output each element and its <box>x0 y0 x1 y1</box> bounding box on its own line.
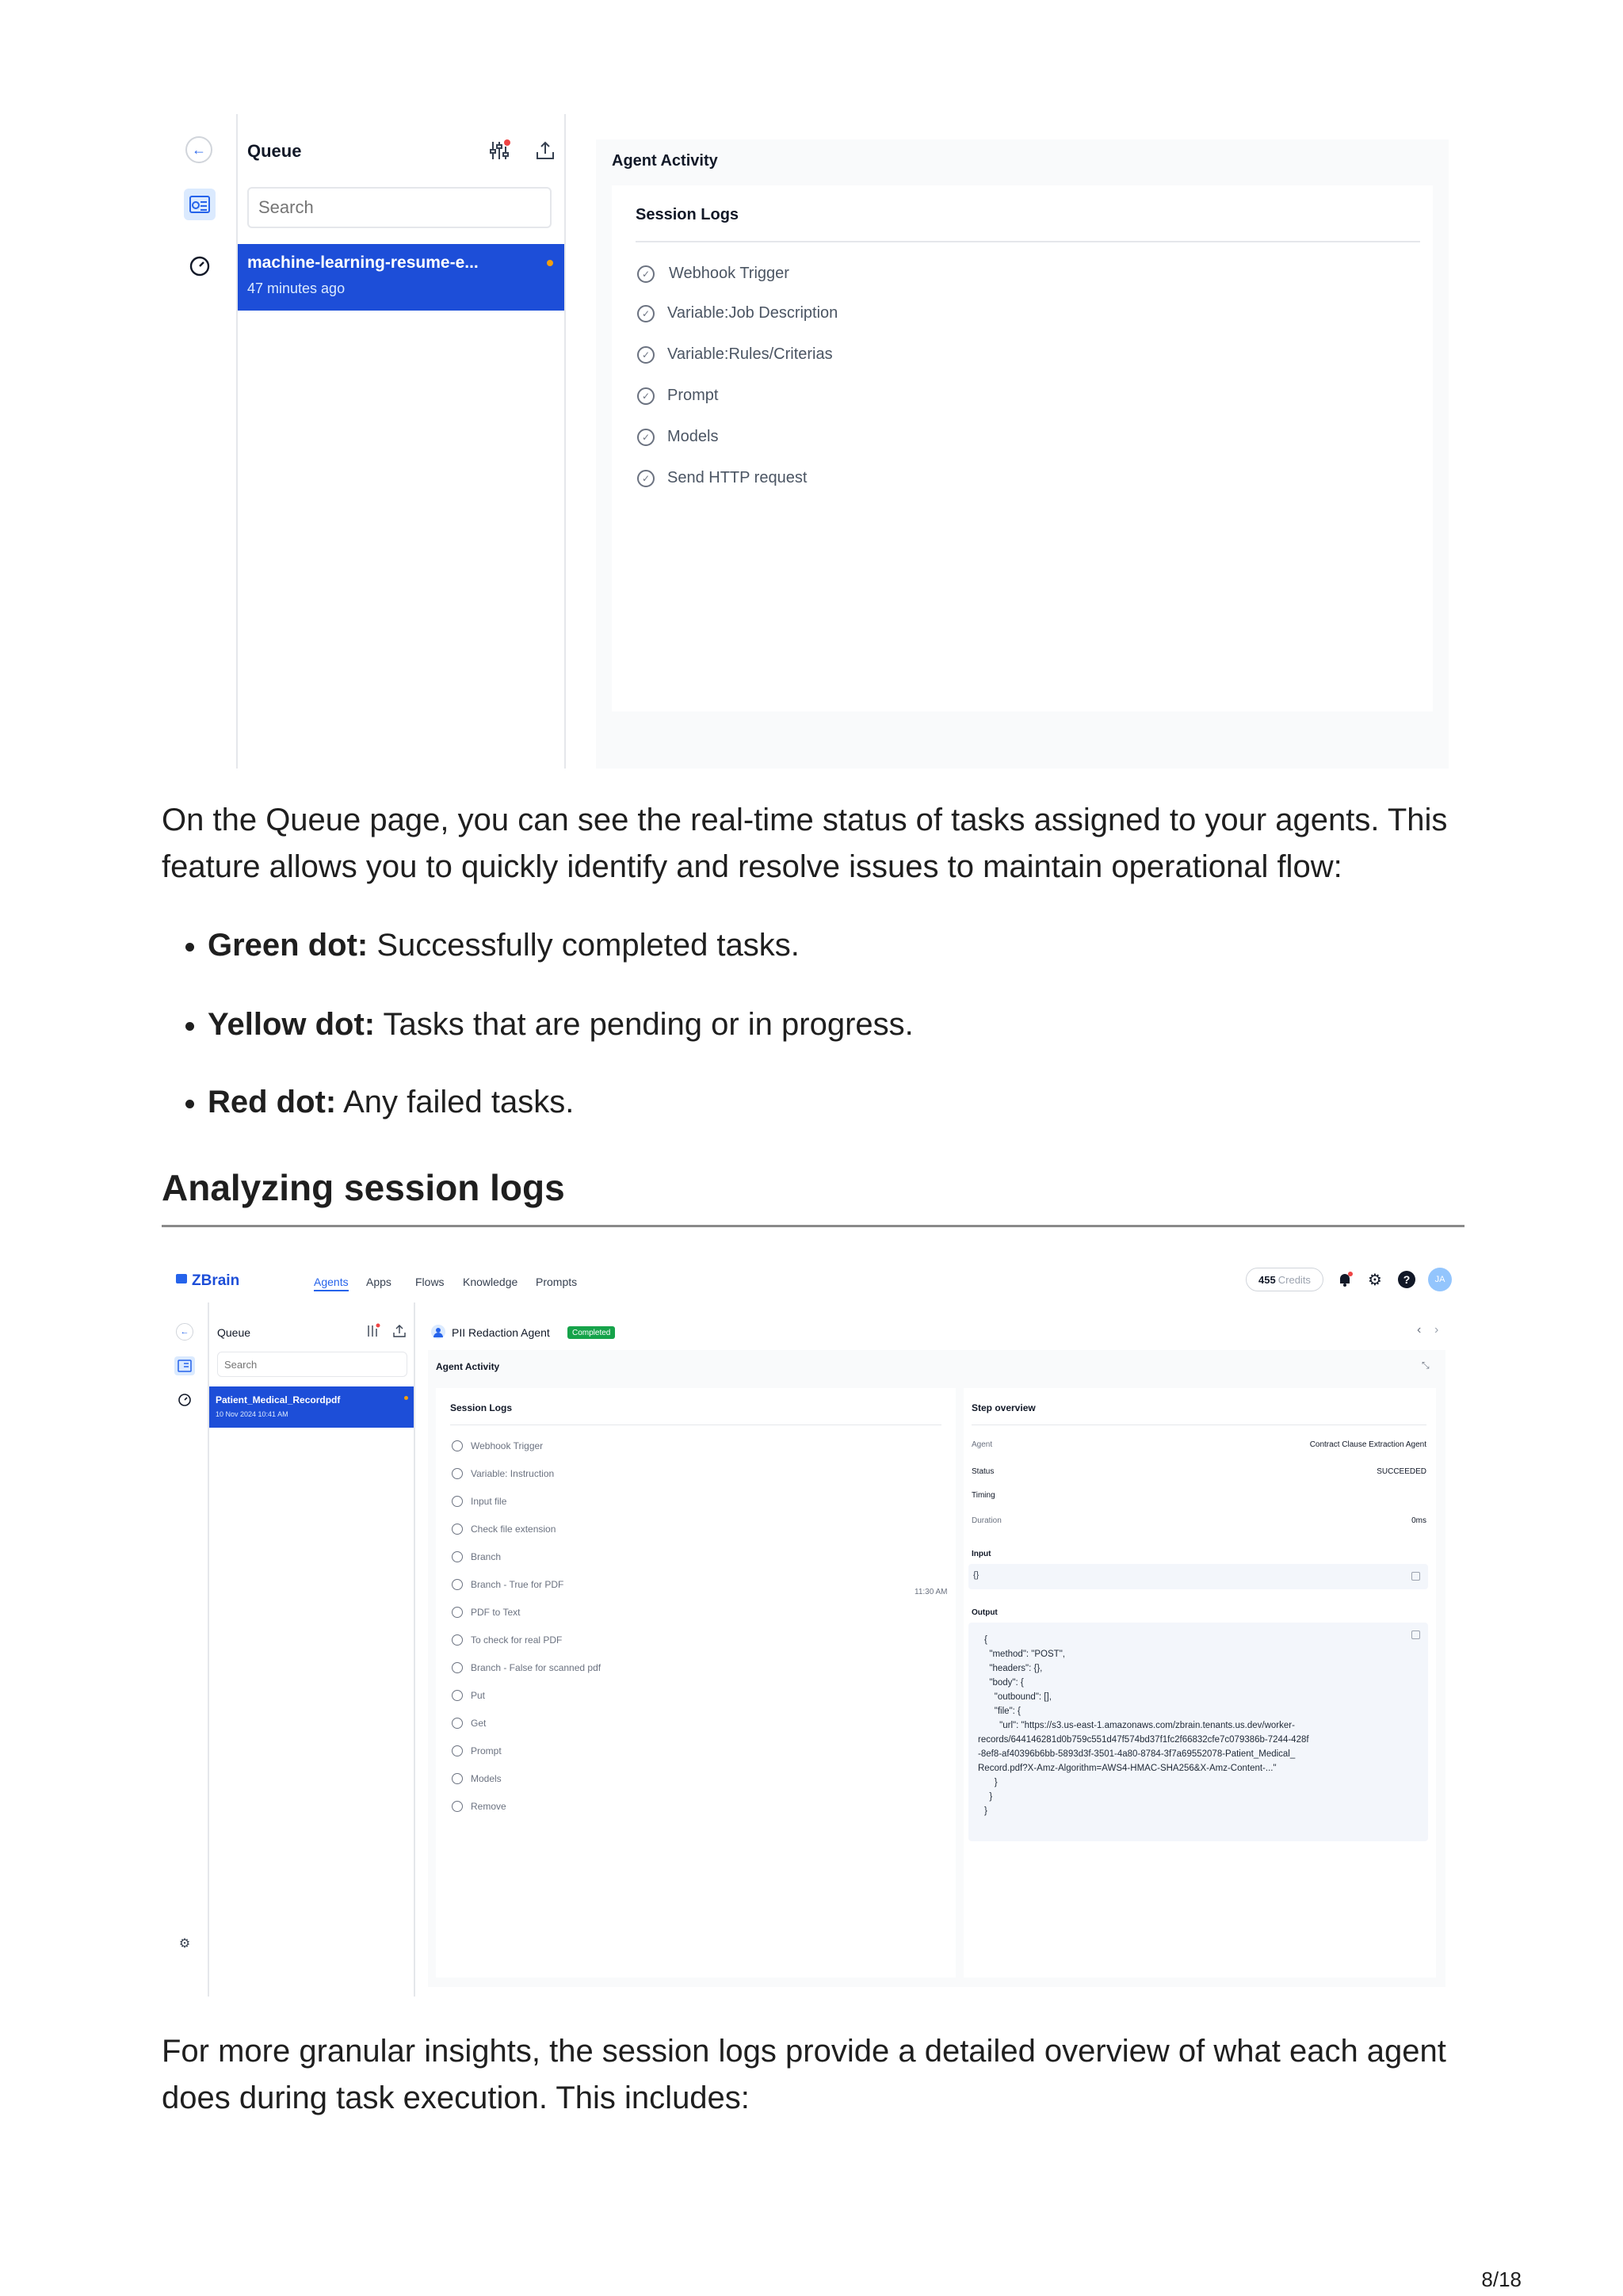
duration-value: 0ms <box>1411 1516 1426 1525</box>
check-circle-icon: ✓ <box>637 470 655 487</box>
collapse-icon[interactable]: ⤡ <box>1422 1360 1430 1371</box>
log-item[interactable]: Webhook Trigger <box>471 1440 544 1451</box>
nav-flows[interactable]: Flows <box>415 1276 445 1288</box>
queue-item-name: machine-learning-resume-e... <box>247 254 479 272</box>
settings-gear-icon[interactable]: ⚙ <box>178 1937 191 1951</box>
queue-title: Queue <box>217 1326 251 1339</box>
check-circle-icon: ✓ <box>637 265 655 283</box>
search-input[interactable] <box>247 187 552 228</box>
status-label: Status <box>972 1467 995 1476</box>
log-item[interactable]: ✓ Webhook Trigger <box>637 265 789 283</box>
queue-item-time: 47 minutes ago <box>247 280 346 296</box>
log-item[interactable]: Get <box>471 1718 487 1729</box>
copy-icon[interactable] <box>1411 1630 1420 1639</box>
nav-agents[interactable]: Agents <box>314 1276 349 1288</box>
credits-badge[interactable]: 455 Credits <box>1246 1268 1323 1291</box>
filter-sliders-icon[interactable] <box>487 138 512 163</box>
log-item[interactable]: Branch - False for scanned pdf <box>471 1662 601 1673</box>
check-circle-icon <box>452 1468 463 1479</box>
session-logs-title: Session Logs <box>450 1402 513 1413</box>
user-avatar[interactable]: JA <box>1428 1268 1452 1291</box>
check-circle-icon: ✓ <box>637 387 655 405</box>
queue-divider <box>414 1302 415 1997</box>
export-upload-icon[interactable] <box>533 138 558 163</box>
agent-value: Contract Clause Extraction Agent <box>1309 1440 1426 1449</box>
log-item[interactable]: ✓ Prompt <box>637 387 718 405</box>
notification-bell-icon[interactable] <box>1336 1271 1354 1288</box>
agent-avatar-icon <box>431 1325 445 1339</box>
check-circle-icon <box>452 1634 463 1646</box>
gauge-icon[interactable] <box>178 1393 192 1407</box>
log-item[interactable]: PDF to Text <box>471 1607 521 1618</box>
input-code-box <box>968 1564 1428 1589</box>
code-line: "url": "https://s3.us-east-1.amazonaws.com/zbrain.tenants.us.dev/worker- <box>984 1721 1295 1730</box>
log-item[interactable]: ✓ Models <box>637 428 718 446</box>
check-circle-icon <box>452 1496 463 1507</box>
heading-divider <box>162 1225 1465 1227</box>
log-item[interactable]: Branch <box>471 1551 502 1562</box>
code-line: "headers": {}, <box>984 1664 1043 1673</box>
queue-item-selected[interactable] <box>209 1386 414 1428</box>
queue-screenshot <box>171 114 1449 769</box>
code-line: Record.pdf?X-Amz-Algorithm=AWS4-HMAC-SHA256&X-Amz-Content-..." <box>978 1764 1277 1773</box>
queue-list-icon[interactable] <box>184 189 216 220</box>
check-circle-icon <box>452 1607 463 1618</box>
code-line: "outbound": [], <box>984 1692 1052 1702</box>
code-line: records/644146281d0b759c551d47f574bd37f1fc2f66832cfe7c079386b-7244-428f <box>978 1735 1309 1745</box>
log-item[interactable]: Remove <box>471 1801 506 1812</box>
status-badge: Completed <box>567 1326 615 1339</box>
bullet-yellow-dot: Yellow dot: Tasks that are pending or in progress. <box>208 1005 914 1044</box>
agent-label: Agent <box>972 1440 993 1449</box>
input-value: {} <box>973 1570 980 1580</box>
nav-active-indicator <box>314 1290 349 1291</box>
brand-name: ZBrain <box>192 1272 240 1289</box>
session-logs-title: Session Logs <box>636 206 739 223</box>
timing-label: Timing <box>972 1491 995 1500</box>
zbrain-logo-icon <box>176 1274 187 1283</box>
check-circle-icon <box>452 1773 463 1784</box>
output-code-box <box>968 1623 1428 1841</box>
back-arrow-icon[interactable]: ← <box>185 136 212 163</box>
step-overview-title: Step overview <box>972 1402 1036 1413</box>
status-dot-pending <box>547 260 553 266</box>
log-timestamp: 11:30 AM <box>915 1588 948 1596</box>
paragraph-queue-status: On the Queue page, you can see the real-time status of tasks assigned to your agents. This feature allows you to quickly identify and resolve issues to maintain operational flow: <box>162 803 1448 884</box>
log-item[interactable]: Variable: Instruction <box>471 1468 555 1479</box>
check-circle-icon: ✓ <box>637 429 655 446</box>
code-line: -8ef8-af40396b6bb-5893d3f-3501-4a80-8784-3f7a69552078-Patient_Medical_ <box>978 1749 1296 1759</box>
check-circle-icon <box>452 1718 463 1729</box>
code-line: { <box>984 1635 987 1645</box>
code-line: "body": { <box>984 1678 1024 1688</box>
status-dot-pending <box>404 1396 408 1400</box>
back-arrow-icon[interactable]: ← <box>176 1323 193 1341</box>
log-item[interactable]: Put <box>471 1690 486 1701</box>
copy-icon[interactable] <box>1411 1572 1420 1581</box>
log-item[interactable]: Branch - True for PDF <box>471 1579 564 1590</box>
log-item[interactable]: Prompt <box>471 1745 502 1756</box>
log-item[interactable]: Input file <box>471 1496 507 1507</box>
session-logs-card <box>612 185 1433 711</box>
queue-title: Queue <box>247 141 302 161</box>
check-circle-icon <box>452 1551 463 1562</box>
check-circle-icon: ✓ <box>637 346 655 364</box>
gauge-icon[interactable] <box>187 254 212 279</box>
queue-divider <box>564 114 566 769</box>
code-line: } <box>984 1778 998 1787</box>
session-logs-screenshot <box>162 1252 1461 1997</box>
bullet-green-dot: Green dot: Successfully completed tasks. <box>208 925 800 965</box>
agent-activity-panel <box>596 139 1449 769</box>
log-item[interactable]: To check for real PDF <box>471 1634 563 1646</box>
agent-name: PII Redaction Agent <box>452 1326 550 1339</box>
output-label: Output <box>972 1608 998 1617</box>
nav-knowledge[interactable]: Knowledge <box>463 1276 518 1288</box>
rail-divider <box>236 114 238 769</box>
check-circle-icon <box>452 1690 463 1701</box>
check-circle-icon <box>452 1801 463 1812</box>
check-circle-icon <box>452 1440 463 1451</box>
code-line: "method": "POST", <box>984 1650 1065 1659</box>
queue-list-icon[interactable] <box>174 1356 195 1375</box>
input-label: Input <box>972 1550 991 1558</box>
next-arrow-icon[interactable]: › <box>1434 1323 1439 1337</box>
code-line: } <box>984 1792 993 1802</box>
queue-item-selected[interactable] <box>238 244 564 311</box>
check-circle-icon <box>452 1579 463 1590</box>
session-logs-card <box>436 1388 956 1978</box>
step-overview-card <box>964 1388 1436 1978</box>
nav-prompts[interactable]: Prompts <box>536 1276 578 1288</box>
log-item[interactable]: ✓ Variable:Rules/Criterias <box>637 345 833 364</box>
duration-label: Duration <box>972 1516 1002 1525</box>
prev-arrow-icon[interactable]: ‹ <box>1417 1323 1422 1337</box>
agent-activity-title: Agent Activity <box>436 1361 500 1372</box>
help-icon[interactable]: ? <box>1398 1271 1415 1288</box>
log-item[interactable]: Check file extension <box>471 1524 556 1535</box>
check-circle-icon <box>452 1662 463 1673</box>
check-circle-icon <box>452 1524 463 1535</box>
log-item[interactable]: ✓ Variable:Job Description <box>637 304 838 322</box>
status-value: SUCCEEDED <box>1377 1467 1426 1476</box>
code-line: "file": { <box>984 1707 1021 1716</box>
log-item[interactable]: ✓ Send HTTP request <box>637 469 807 487</box>
queue-item-time: 10 Nov 2024 10:41 AM <box>216 1410 288 1418</box>
filter-sliders-icon[interactable] <box>365 1323 380 1339</box>
settings-gear-icon[interactable]: ⚙ <box>1368 1271 1382 1289</box>
section-heading: Analyzing session logs <box>162 1167 565 1208</box>
check-circle-icon: ✓ <box>637 305 655 322</box>
export-upload-icon[interactable] <box>391 1323 407 1339</box>
nav-apps[interactable]: Apps <box>366 1276 391 1288</box>
search-input[interactable] <box>217 1352 407 1377</box>
paragraph-session-logs: For more granular insights, the session logs provide a detailed overview of what each agent does during task execution. This includes: <box>162 2034 1446 2115</box>
agent-activity-title: Agent Activity <box>612 152 718 170</box>
check-circle-icon <box>452 1745 463 1756</box>
divider <box>636 241 1420 242</box>
page-number: 8/18 <box>1481 2267 1522 2291</box>
code-line: } <box>984 1806 987 1816</box>
agent-activity-panel <box>428 1350 1445 1987</box>
bullet-red-dot: Red dot: Any failed tasks. <box>208 1082 574 1122</box>
queue-item-name: Patient_Medical_Recordpdf <box>216 1394 341 1405</box>
log-item[interactable]: Models <box>471 1773 502 1784</box>
